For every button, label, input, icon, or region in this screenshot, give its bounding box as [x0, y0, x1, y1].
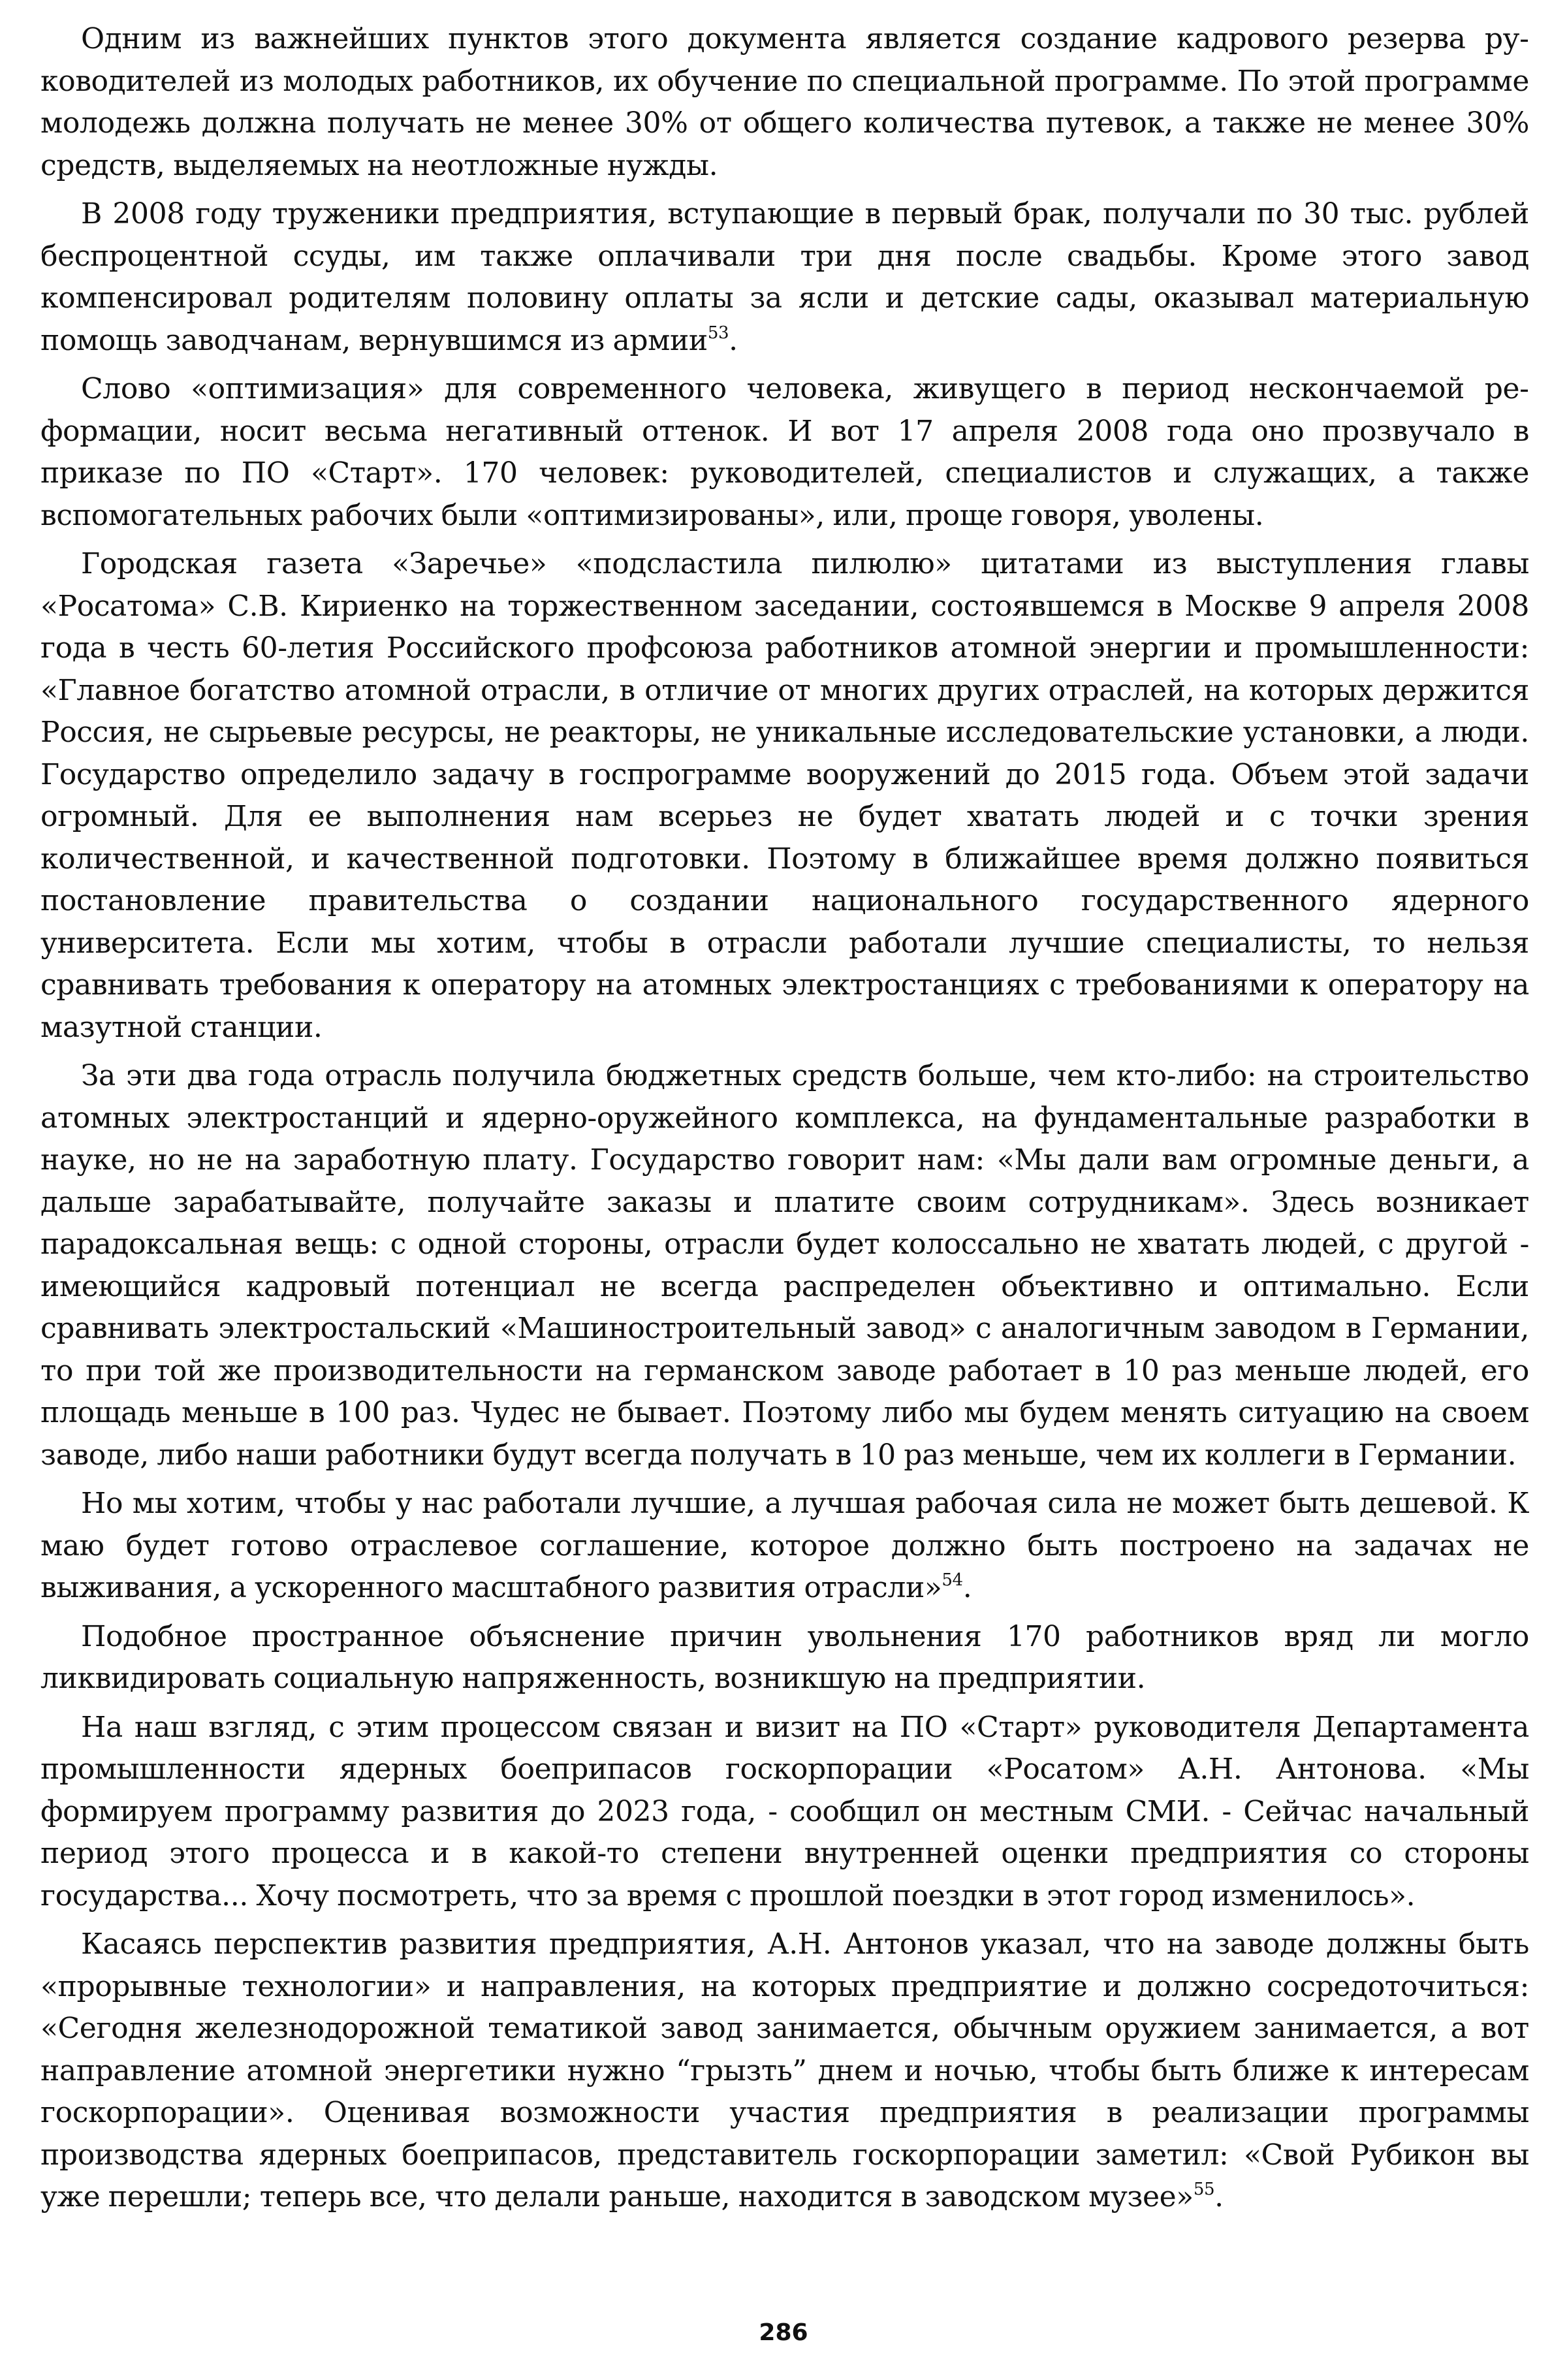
paragraph-5 [40, 1055, 1529, 1476]
page-number: 286 [759, 2319, 808, 2346]
paragraph-2 [40, 193, 1529, 362]
paragraph-7 [40, 1616, 1529, 1700]
paragraph-text: Касаясь перспектив развития предприятия, А.Н. Антонов указал, что на заводе должны быть «прорывные технологии» и направления, на которых предприятие и должно сосредоточиться: «Сегодня железнодорожной тематикой завод занимается, обычным оружием занимается, а вот направление атомной энергетики нужно “грызть” днем и ночью, чтобы быть ближе к интересам госкорпорации». Оценивая возможности участия предприятия в реализации программы производства ядерных боеприпасов, представитель госкорпорации заметил: «Свой Рубикон вы уже перешли; теперь все, что делали раньше, находится в заводском музее» [40, 1928, 1529, 2213]
paragraph-3 [40, 368, 1529, 537]
paragraph-text: На наш взгляд, с этим процессом связан и визит на ПО «Старт» руководителя Департамента промышленности ядерных боеприпасов госкорпорации «Росатом» А.Н. Антонова. «Мы формируем программу развития до 2023 года, - сообщил он местным СМИ. - Сейчас начальный период этого процесса и в какой-то степени внутренней оценки предприятия со стороны государства... Хочу посмотреть, что за время с прошлой поездки в этот город изменилось». [40, 1710, 1529, 1912]
paragraph-6 [40, 1483, 1529, 1610]
paragraph-text: Подобное пространное объяснение причин увольнения 170 работников вряд ли могло ликвидировать социальную напряженность, возникшую на предприятии. [40, 1619, 1529, 1695]
paragraph-1 [40, 18, 1529, 187]
paragraph-4 [40, 543, 1529, 1049]
paragraph-tail: . [962, 1571, 972, 1604]
footnote-ref-53[interactable]: 53 [707, 323, 729, 343]
paragraph-tail: . [729, 323, 738, 357]
page-body [40, 18, 1529, 2225]
paragraph-text: Но мы хотим, чтобы у нас работали лучшие, а лучшая рабочая сила не может быть дешевой. К маю будет готово отраслевое соглашение, которое должно быть построено на задачах не выживания, а ускоренного масштабного развития отрасли» [40, 1487, 1529, 1604]
paragraph-9 [40, 1924, 1529, 2219]
paragraph-text: Городская газета «Заречье» «подсластила пилюлю» цитатами из выступления главы «Росатома» С.В. Кириенко на торжественном заседании, состоявшемся в Москве 9 апреля 2008 года в честь 60-летия Российского профсоюза работников атомной энергии и промышленности: «Главное богатство атомной отрасли, в отличие от многих других отраслей, на которых держится Россия, не сырьевые ресурсы, не реакторы, не уникальные исследовательские установки, а люди. Государство определило задачу в госпрограмме вооружений до 2015 года. Объем этой задачи огромный. Для ее выполнения нам всерьез не будет хватать людей и с точки зрения количественной, и качественной подготовки. Поэтому в ближайшее время должно появиться постановление правительства о создании национального государственного ядерного университета. Если мы хотим, чтобы в отрасли работали лучшие специалисты, то нельзя сравнивать требования к оператору на атомных электростанциях с требованиями к оператору на мазутной станции. [40, 547, 1529, 1044]
paragraph-text: За эти два года отрасль получила бюджетных средств больше, чем кто-либо: на строительство атомных электростанций и ядерно-оружейного комплекса, на фундаментальные разработки в науке, но не на заработную плату. Государство говорит нам: «Мы дали вам огромные деньги, а дальше зарабатывайте, получайте заказы и платите своим сотрудникам». Здесь возникает парадоксальная вещь: с одной стороны, отрасли будет колоссально не хватать людей, с другой - имеющийся кадровый потенциал не всегда распределен объективно и оптимально. Если сравнивать электростальский «Машиностроительный завод» с аналогичным заводом в Германии, то при той же производительности на германском заводе работает в 10 раз меньше людей, его площадь меньше в 100 раз. Чудес не бывает. Поэтому либо мы будем менять ситуацию на своем заводе, либо наши работники будут всегда получать в 10 раз меньше, чем их коллеги в Германии. [40, 1059, 1529, 1472]
paragraph-tail: . [1214, 2180, 1224, 2213]
footnote-ref-55[interactable]: 55 [1193, 2180, 1215, 2200]
paragraph-text: Одним из важнейших пунктов этого документа является создание кадрового резерва руководителей из молодых работников, их обучение по специальной программе. По этой программе молодежь должна получать не менее 30% от общего количества путевок, а также не менее 30% средств, выделяемых на неотложные нужды. [40, 22, 1529, 182]
paragraph-text: Слово «оптимизация» для современного человека, живущего в период нескончаемой реформации, носит весьма негативный оттенок. И вот 17 апреля 2008 года оно прозвучало в приказе по ПО «Старт». 170 человек: руководителей, специалистов и служащих, а также вспомогательных рабочих были «оптимизированы», или, проще говоря, уволены. [40, 372, 1529, 532]
footnote-ref-54[interactable]: 54 [942, 1570, 963, 1591]
paragraph-text: В 2008 году труженики предприятия, вступающие в первый брак, получали по 30 тыс. рублей беспроцентной ссуды, им также оплачивали три дня после свадьбы. Кроме этого завод компенсировал родителям половину оплаты за ясли и детские сады, оказывал материальную помощь заводчанам, вернувшимся из армии [40, 197, 1529, 357]
paragraph-8 [40, 1707, 1529, 1918]
